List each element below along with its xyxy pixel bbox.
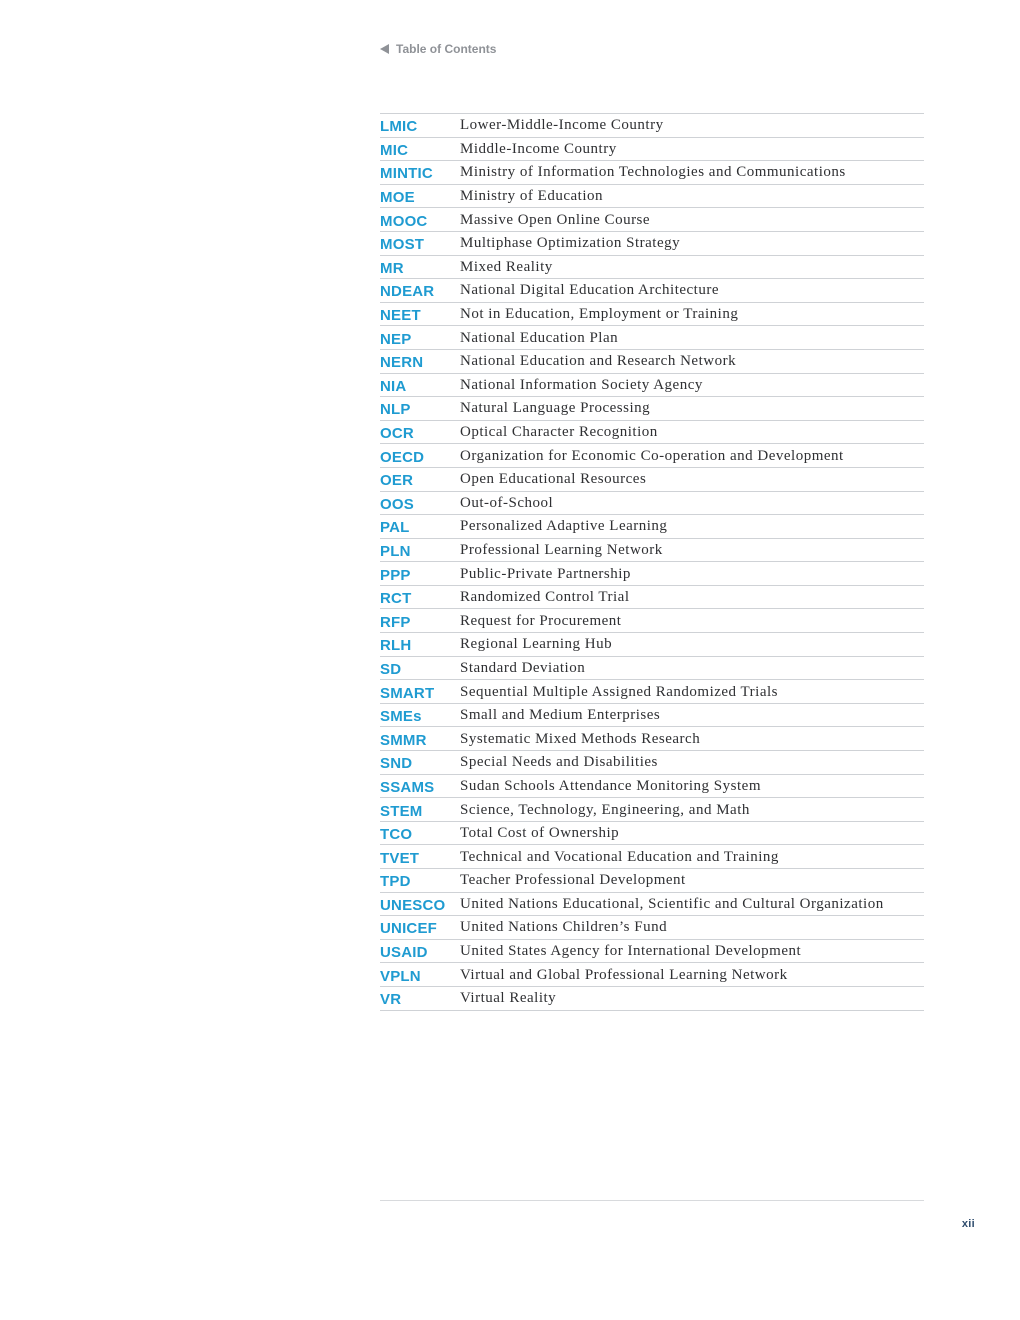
acronym-term: MOE [380, 189, 415, 207]
acronym-definition: Not in Education, Employment or Training [460, 306, 739, 323]
acronym-term: VPLN [380, 967, 421, 985]
acronym-definition: Optical Character Recognition [460, 424, 658, 441]
acronym-term: PPP [380, 566, 411, 584]
acronym-term: OER [380, 472, 414, 490]
acronym-term: TCO [380, 826, 413, 844]
acronym-definition: Virtual Reality [460, 990, 557, 1007]
acronym-definition: Out-of-School [460, 494, 554, 511]
acronym-term: MR [380, 259, 404, 277]
acronym-row [380, 798, 924, 822]
acronym-term: SMMR [380, 731, 427, 749]
acronym-definition: Systematic Mixed Methods Research [460, 730, 701, 747]
acronym-row [380, 185, 924, 209]
acronym-row [380, 657, 924, 681]
acronym-definition: United States Agency for International Development [460, 943, 802, 960]
acronym-row [380, 704, 924, 728]
acronym-definition: United Nations Children’s Fund [460, 919, 668, 936]
acronym-list [380, 113, 924, 1011]
acronym-term: RCT [380, 590, 412, 608]
acronym-term: OECD [380, 448, 425, 466]
acronym-term: SSAMS [380, 778, 435, 796]
acronym-row [380, 609, 924, 633]
acronym-definition: Technical and Vocational Education and Training [460, 848, 779, 865]
acronym-row [380, 916, 924, 940]
table-of-contents-link[interactable] [380, 40, 496, 58]
acronym-definition: Massive Open Online Course [460, 211, 651, 228]
acronym-row [380, 822, 924, 846]
acronym-term: VR [380, 991, 402, 1009]
acronym-row [380, 444, 924, 468]
acronym-row [380, 279, 924, 303]
acronym-definition: Personalized Adaptive Learning [460, 518, 668, 535]
acronym-row [380, 350, 924, 374]
acronym-row [380, 940, 924, 964]
acronym-term: MOOC [380, 212, 428, 230]
footer-divider [380, 1200, 924, 1201]
acronym-term: NIA [380, 377, 407, 395]
acronym-term: MINTIC [380, 165, 433, 183]
acronym-row [380, 751, 924, 775]
acronym-term: LMIC [380, 118, 418, 136]
acronym-definition: National Education and Research Network [460, 353, 737, 370]
acronym-row [380, 680, 924, 704]
acronym-term: NEET [380, 307, 421, 325]
acronym-definition: Ministry of Education [460, 188, 603, 205]
acronym-term: MOST [380, 236, 425, 254]
acronym-row [380, 539, 924, 563]
acronym-definition: Mixed Reality [460, 258, 553, 275]
acronym-row [380, 562, 924, 586]
acronym-row [380, 775, 924, 799]
acronym-definition: Virtual and Global Professional Learning Network [460, 966, 788, 983]
acronym-term: UNICEF [380, 920, 438, 938]
acronym-definition: Special Needs and Disabilities [460, 754, 658, 771]
acronym-definition: Science, Technology, Engineering, and Math [460, 801, 750, 818]
acronym-term: RLH [380, 637, 412, 655]
acronym-term: OCR [380, 425, 414, 443]
acronym-row [380, 845, 924, 869]
acronym-row [380, 727, 924, 751]
acronym-row [380, 468, 924, 492]
page-number: xii [961, 1218, 975, 1230]
acronym-term: UNESCO [380, 896, 446, 914]
acronym-row [380, 492, 924, 516]
acronym-term: NDEAR [380, 283, 435, 301]
acronym-row [380, 114, 924, 138]
acronym-term: NERN [380, 354, 424, 372]
acronym-definition: Total Cost of Ownership [460, 825, 620, 842]
acronym-definition: National Digital Education Architecture [460, 282, 720, 299]
acronym-row [380, 256, 924, 280]
acronym-term: STEM [380, 802, 423, 820]
acronym-row [380, 303, 924, 327]
acronym-row [380, 397, 924, 421]
acronym-row [380, 232, 924, 256]
acronym-term: MIC [380, 141, 409, 159]
acronym-definition: Public-Private Partnership [460, 565, 631, 582]
acronym-definition: National Education Plan [460, 329, 619, 346]
acronym-definition: Multiphase Optimization Strategy [460, 235, 681, 252]
acronym-row [380, 515, 924, 539]
acronym-term: NEP [380, 330, 412, 348]
acronym-definition: Lower-Middle-Income Country [460, 117, 664, 134]
acronym-row [380, 987, 924, 1011]
acronym-term: RFP [380, 613, 411, 631]
acronym-row [380, 138, 924, 162]
acronym-term: SND [380, 755, 413, 773]
acronym-definition: Regional Learning Hub [460, 636, 613, 653]
table-of-contents-label: Table of Contents [396, 42, 497, 56]
acronym-row [380, 963, 924, 987]
acronym-term: TPD [380, 873, 411, 891]
acronym-term: SMART [380, 684, 435, 702]
acronym-definition: Ministry of Information Technologies and Communications [460, 164, 846, 181]
acronym-row [380, 893, 924, 917]
acronym-term: PAL [380, 519, 410, 537]
acronym-term: NLP [380, 401, 411, 419]
acronym-definition: Open Educational Resources [460, 471, 647, 488]
acronym-row [380, 633, 924, 657]
acronym-term: TVET [380, 849, 420, 867]
acronym-definition: Teacher Professional Development [460, 872, 686, 889]
acronym-term: PLN [380, 542, 411, 560]
acronym-definition: Middle-Income Country [460, 140, 617, 157]
acronym-definition: Request for Procurement [460, 612, 622, 629]
acronym-term: USAID [380, 944, 428, 962]
acronym-term: OOS [380, 495, 414, 513]
acronym-row [380, 326, 924, 350]
acronym-row [380, 374, 924, 398]
acronym-definition: Sequential Multiple Assigned Randomized Trials [460, 683, 778, 700]
acronym-definition: Standard Deviation [460, 659, 586, 676]
left-arrow-icon [380, 44, 389, 54]
acronym-definition: Professional Learning Network [460, 541, 663, 558]
acronym-definition: Natural Language Processing [460, 400, 651, 417]
acronym-term: SD [380, 660, 402, 678]
acronym-definition: United Nations Educational, Scientific and Cultural Organization [460, 895, 884, 912]
acronym-row [380, 161, 924, 185]
acronym-row [380, 421, 924, 445]
acronym-definition: National Information Society Agency [460, 376, 703, 393]
acronym-row [380, 869, 924, 893]
acronym-definition: Randomized Control Trial [460, 589, 630, 606]
acronym-row [380, 208, 924, 232]
acronym-definition: Sudan Schools Attendance Monitoring System [460, 777, 761, 794]
acronym-definition: Small and Medium Enterprises [460, 707, 661, 724]
acronym-term: SMEs [380, 708, 422, 726]
acronym-row [380, 586, 924, 610]
acronym-definition: Organization for Economic Co-operation and Development [460, 447, 844, 464]
